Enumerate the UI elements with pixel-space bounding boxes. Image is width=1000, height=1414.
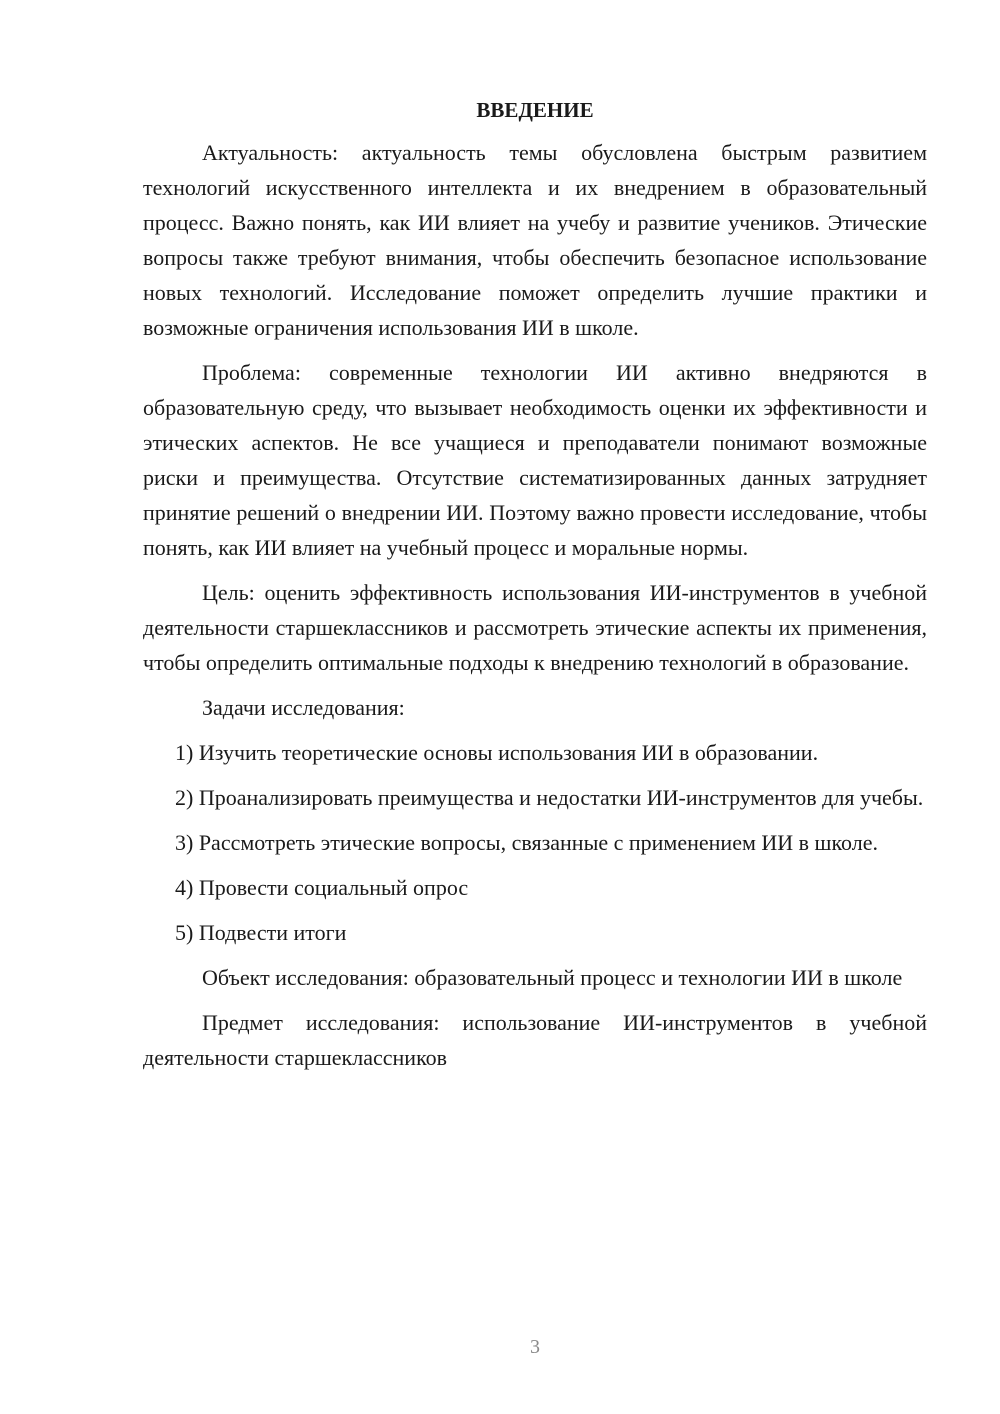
page-number: 3 [530, 1336, 540, 1358]
task-item-3: 3) Рассмотреть этические вопросы, связанные с применением ИИ в школе. [175, 830, 879, 855]
task-item-1: 1) Изучить теоретические основы использования ИИ в образовании. [175, 740, 819, 765]
tasks-heading: Задачи исследования: [202, 695, 405, 720]
relevance-paragraph: Актуальность: актуальность темы обусловлена быстрым развитием технологий искусственного интеллекта и их внедрением в образовательный процесс. Важно понять, как ИИ влияет на учебу и развитие учеников. Этические вопросы также требуют внимания, чтобы обеспечить безопасное использование новых технологий. Исследование поможет определить лучшие практики и возможные ограничения использования ИИ в школе. [143, 140, 927, 340]
task-item-5: 5) Подвести итоги [175, 920, 347, 945]
object-paragraph: Объект исследования: образовательный процесс и технологии ИИ в школе [202, 965, 903, 990]
page-title: ВВЕДЕНИЕ [476, 98, 594, 122]
goal-paragraph: Цель: оценить эффективность использования ИИ-инструментов в учебной деятельности старшеклассников и рассмотреть этические аспекты их применения, чтобы определить оптимальные подходы к внедрению технологий в образование. [143, 580, 927, 675]
task-item-4: 4) Провести социальный опрос [175, 875, 469, 900]
page-content [143, 93, 927, 1085]
problem-paragraph: Проблема: современные технологии ИИ активно внедряются в образовательную среду, что вызывает необходимость оценки их эффективности и этических аспектов. Не все учащиеся и преподаватели понимают возможные риски и преимущества. Отсутствие систематизированных данных затрудняет принятие решений о внедрении ИИ. Поэтому важно провести исследование, чтобы понять, как ИИ влияет на учебный процесс и моральные нормы. [143, 360, 927, 560]
task-item-2: 2) Проанализировать преимущества и недостатки ИИ-инструментов для учебы. [175, 785, 924, 810]
subject-paragraph: Предмет исследования: использование ИИ-инструментов в учебной деятельности старшеклассников [143, 1010, 927, 1070]
